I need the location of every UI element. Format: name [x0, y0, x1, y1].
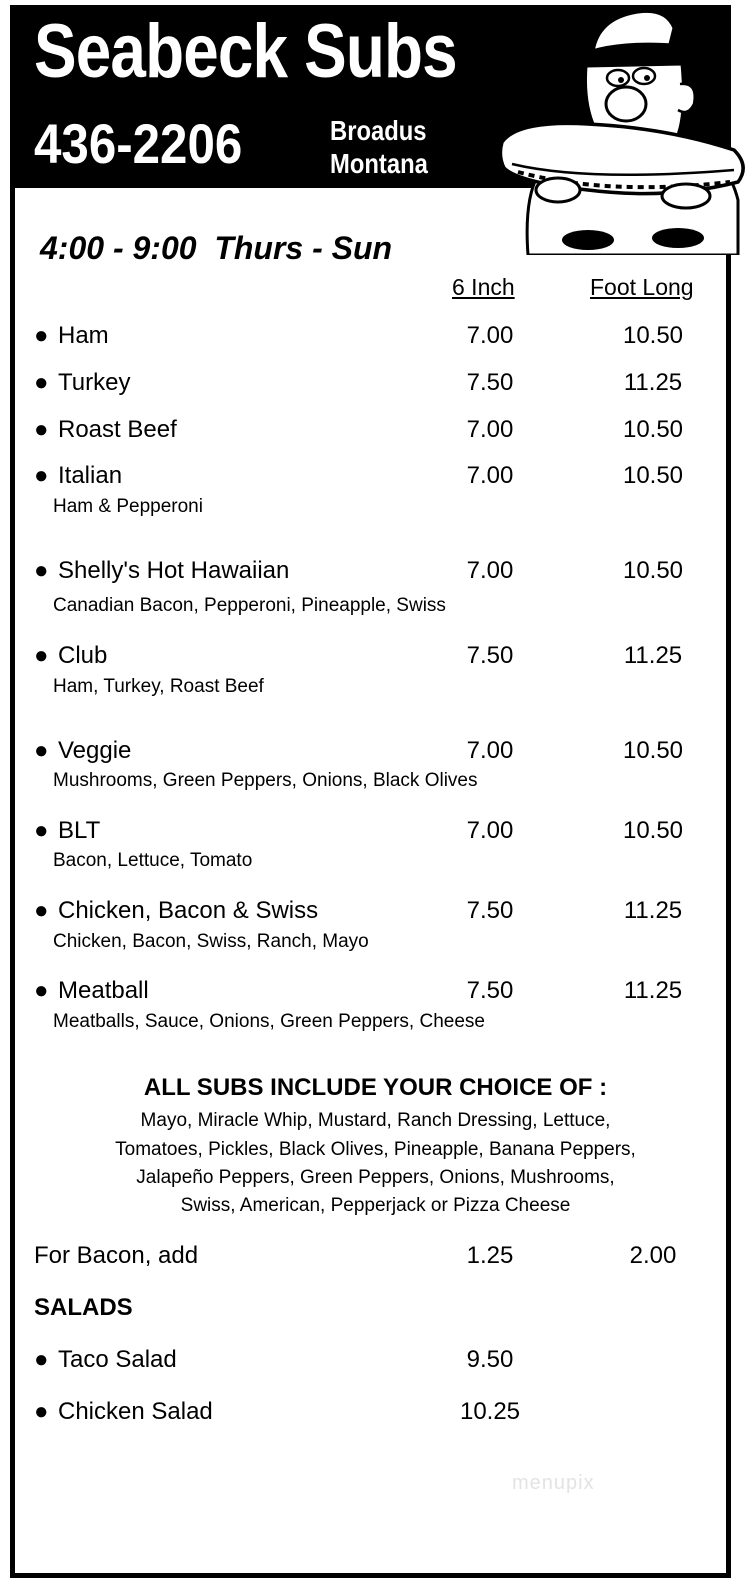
business-hours: 4:00 - 9:00 Thurs - Sun	[40, 230, 393, 266]
salads-heading: SALADS	[34, 1294, 133, 1321]
bullet-icon: ●	[34, 642, 49, 669]
bullet-icon: ●	[34, 817, 49, 844]
salad-item	[34, 1400, 213, 1424]
price-six-inch: 7.50	[466, 977, 514, 1004]
menu-item	[34, 324, 109, 348]
item-name: Taco Salad	[58, 1346, 177, 1373]
price-foot-long: 10.50	[622, 737, 684, 764]
includes-line: Tomatoes, Pickles, Black Olives, Pineapple, Banana Peppers,	[115, 1139, 636, 1160]
menu-item	[34, 559, 289, 583]
bullet-icon: ●	[34, 462, 49, 489]
item-description: Chicken, Bacon, Swiss, Ranch, Mayo	[53, 931, 369, 952]
menu-item	[34, 464, 122, 488]
town-name: Broadus	[330, 115, 427, 146]
item-description: Ham, Turkey, Roast Beef	[53, 676, 264, 697]
price-six-inch: 7.50	[466, 897, 514, 924]
menu-item	[34, 819, 100, 843]
price-six-inch: 7.00	[466, 557, 514, 584]
bullet-icon: ●	[34, 1398, 49, 1425]
salad-price: 9.50	[466, 1346, 514, 1373]
price-six-inch: 7.50	[466, 642, 514, 669]
bacon-price-six-inch: 1.25	[466, 1242, 514, 1269]
item-description: Ham & Pepperoni	[53, 496, 203, 517]
price-foot-long: 11.25	[623, 642, 683, 669]
watermark: menupix	[512, 1472, 595, 1494]
includes-line: Jalapeño Peppers, Green Peppers, Onions, Mushrooms,	[136, 1167, 615, 1188]
menu-item	[34, 644, 107, 668]
price-foot-long: 10.50	[622, 557, 684, 584]
chef-holding-sub-icon	[498, 0, 750, 255]
price-six-inch: 7.00	[466, 462, 514, 489]
item-name: BLT	[58, 817, 101, 844]
menu-item	[34, 739, 131, 763]
item-name: Italian	[58, 462, 123, 489]
item-description: Canadian Bacon, Pepperoni, Pineapple, Swiss	[53, 595, 446, 616]
menu-item	[34, 371, 130, 395]
item-description: Meatballs, Sauce, Onions, Green Peppers, Cheese	[53, 1011, 485, 1032]
includes-heading: ALL SUBS INCLUDE YOUR CHOICE OF :	[143, 1074, 608, 1101]
item-description: Bacon, Lettuce, Tomato	[53, 850, 253, 871]
column-six-inch: 6 Inch	[452, 274, 515, 300]
column-foot-long: Foot Long	[590, 274, 694, 300]
bacon-price-foot-long: 2.00	[629, 1242, 677, 1269]
phone-number: 436-2206	[34, 112, 243, 175]
bacon-addon-label: For Bacon, add	[34, 1242, 199, 1269]
bullet-icon: ●	[34, 416, 49, 443]
price-six-inch: 7.00	[466, 737, 514, 764]
bullet-icon: ●	[34, 1346, 49, 1373]
menu-item	[34, 979, 149, 1003]
price-foot-long: 10.50	[622, 322, 684, 349]
item-name: Veggie	[58, 737, 132, 764]
price-six-inch: 7.00	[466, 416, 514, 443]
state-name: Montana	[330, 148, 428, 179]
price-foot-long: 10.50	[622, 462, 684, 489]
item-name: Chicken, Bacon & Swiss	[58, 897, 319, 924]
item-name: Shelly's Hot Hawaiian	[58, 557, 290, 584]
includes-line: Swiss, American, Pepperjack or Pizza Cheese	[180, 1195, 571, 1216]
item-name: Chicken Salad	[58, 1398, 213, 1425]
restaurant-name: Seabeck Subs	[34, 9, 457, 94]
price-six-inch: 7.00	[466, 817, 514, 844]
bullet-icon: ●	[34, 897, 49, 924]
price-foot-long: 11.25	[623, 369, 683, 396]
salad-item	[34, 1348, 177, 1372]
bullet-icon: ●	[34, 977, 49, 1004]
item-name: Roast Beef	[58, 416, 177, 443]
price-foot-long: 10.50	[622, 416, 684, 443]
bullet-icon: ●	[34, 737, 49, 764]
menu-item	[34, 899, 318, 923]
item-name: Ham	[58, 322, 109, 349]
price-six-inch: 7.00	[466, 322, 514, 349]
item-description: Mushrooms, Green Peppers, Onions, Black Olives	[53, 770, 478, 791]
bullet-icon: ●	[34, 557, 49, 584]
item-name: Club	[58, 642, 108, 669]
includes-line: Mayo, Miracle Whip, Mustard, Ranch Dressing, Lettuce,	[140, 1110, 611, 1131]
bullet-icon: ●	[34, 322, 49, 349]
item-name: Turkey	[58, 369, 131, 396]
item-name: Meatball	[58, 977, 149, 1004]
price-foot-long: 11.25	[623, 977, 683, 1004]
price-six-inch: 7.50	[466, 369, 514, 396]
salad-price: 10.25	[459, 1398, 521, 1425]
bullet-icon: ●	[34, 369, 49, 396]
price-foot-long: 11.25	[623, 897, 683, 924]
menu-item	[34, 418, 177, 442]
price-foot-long: 10.50	[622, 817, 684, 844]
